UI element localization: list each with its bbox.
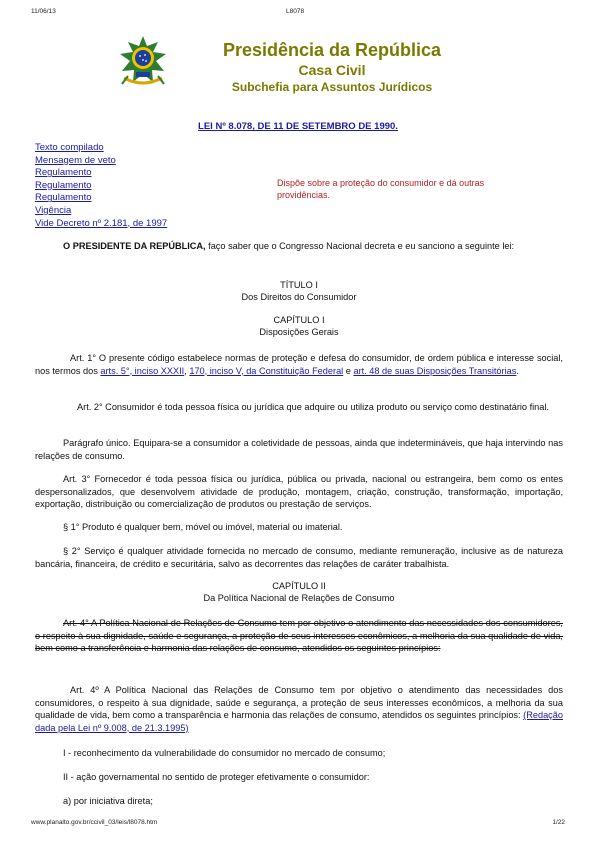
page-number: 1/22 xyxy=(552,819,565,826)
law-title[interactable]: LEI Nº 8.078, DE 11 DE SETEMBRO DE 1990. xyxy=(198,121,398,132)
article-1-and: e xyxy=(343,365,354,376)
article-1-sep: , xyxy=(184,365,190,376)
agency-subtitle: Casa Civil xyxy=(298,62,366,78)
chapter-1-label: CAPÍTULO I xyxy=(273,315,325,325)
footer-url: www.planalto.gov.br/ccivil_03/leis/l8078.htm xyxy=(31,819,158,826)
link-regulamento-2[interactable]: Regulamento xyxy=(35,179,92,191)
article-1-end: . xyxy=(516,365,519,376)
article-3-paragraph-2: § 2° Serviço é qualquer atividade fornecida no mercado de consumo, mediante remuneração, inclusive as de natureza bancária, financeira, de crédito e securitária, salvo as decorrentes das relações de caráter trabalhista. xyxy=(35,546,563,569)
chapter-2-label: CAPÍTULO II xyxy=(272,581,326,591)
link-art-48-adct[interactable]: art. 48 de suas Disposições Transitórias xyxy=(353,365,517,376)
link-vigencia[interactable]: Vigência xyxy=(35,204,72,216)
print-date: 11/06/13 xyxy=(31,8,56,15)
ementa: Dispõe sobre a proteção do consumidor e dá outras providências. xyxy=(277,178,485,200)
link-redacao-lei-9008[interactable]: (Redação dada pela Lei nº 9.008, de 21.3.1995) xyxy=(35,710,563,733)
link-texto-compilado[interactable]: Texto compilado xyxy=(35,142,104,153)
preamble-text: faço saber que o Congresso Nacional decreta e eu sanciono a seguinte lei: xyxy=(205,241,515,251)
article-4-inciso-2: II - ação governamental no sentido de proteger efetivamente o consumidor: xyxy=(63,772,370,782)
link-mensagem-de-veto[interactable]: Mensagem de veto xyxy=(35,154,116,166)
agency-title: Presidência da República xyxy=(222,40,442,60)
link-art-5[interactable]: arts. 5°, inciso XXXII xyxy=(100,365,185,376)
article-1-text: Art. 1° O presente código estabelece normas de proteção e defesa do consumidor, de ordem pública e interesse social, nos termos dos xyxy=(35,353,563,376)
related-links-list xyxy=(35,142,167,230)
link-regulamento-1[interactable]: Regulamento xyxy=(35,167,92,179)
link-regulamento-3[interactable]: Regulamento xyxy=(35,192,92,204)
print-doc-id: L8078 xyxy=(286,8,305,15)
titulo-name: Dos Direitos do Consumidor xyxy=(241,292,357,302)
link-vide-decreto[interactable]: Vide Decreto nº 2.181, de 1997 xyxy=(35,217,168,229)
article-3: Art. 3° Fornecedor é toda pessoa física ou jurídica, pública ou privada, nacional ou estrangeira, bem como os entes despersonalizados, que desenvolvem atividade de produção, montagem, criação, construção, transformação, importação, exportação, distribuição ou comercialização de produtos ou prestação de serviços. xyxy=(35,474,563,509)
article-3-paragraph-1: § 1° Produto é qualquer bem, móvel ou imóvel, material ou imaterial. xyxy=(63,522,343,532)
article-4-inciso-1: I - reconhecimento da vulnerabilidade do consumidor no mercado de consumo; xyxy=(63,748,386,758)
article-1 xyxy=(35,352,563,377)
preamble-bold: O PRESIDENTE DA REPÚBLICA, xyxy=(63,241,206,251)
coat-of-arms-icon xyxy=(116,34,170,90)
article-4-inciso-2-a: a) por iniciativa direta; xyxy=(63,796,153,806)
agency-department: Subchefia para Assuntos Jurídicos xyxy=(231,80,433,94)
article-2-paragraph: Parágrafo único. Equipara-se a consumidor a coletividade de pessoas, ainda que indetermináveis, que haja intervindo nas relações de consumo. xyxy=(35,438,563,461)
titulo-label: TÍTULO I xyxy=(280,280,318,290)
article-4 xyxy=(35,684,563,734)
preamble xyxy=(35,240,563,253)
article-2: Art. 2° Consumidor é toda pessoa física ou jurídica que adquire ou utiliza produto ou serviço como destinatário final. xyxy=(77,402,549,412)
chapter-1-name: Disposições Gerais xyxy=(259,327,339,337)
chapter-2-name: Da Política Nacional de Relações de Consumo xyxy=(203,593,395,603)
link-art-170[interactable]: 170, inciso V, da Constituição Federal xyxy=(189,365,344,376)
article-4-text: Art. 4º A Política Nacional das Relações de Consumo tem por objetivo o atendimento das necessidades dos consumidores, o respeito à sua dignidade, saúde e segurança, a proteção de seus interesses econômicos, a melhoria da sua qualidade de vida, bem como a transparência e harmonia das relações de consumo, atendidos os seguintes princípios: xyxy=(35,685,563,720)
article-4-revoked: Art. 4° A Política Nacional de Relações de Consumo tem por objetivo o atendimento das necessidades dos consumidores, o respeito à sua dignidade, saúde e segurança, a proteção de seus interesses econômicos, a melhoria da sua qualidade de vida, bem como a transferência e harmonia das relações de consumo, atendidos os seguintes princípios: xyxy=(35,618,563,653)
